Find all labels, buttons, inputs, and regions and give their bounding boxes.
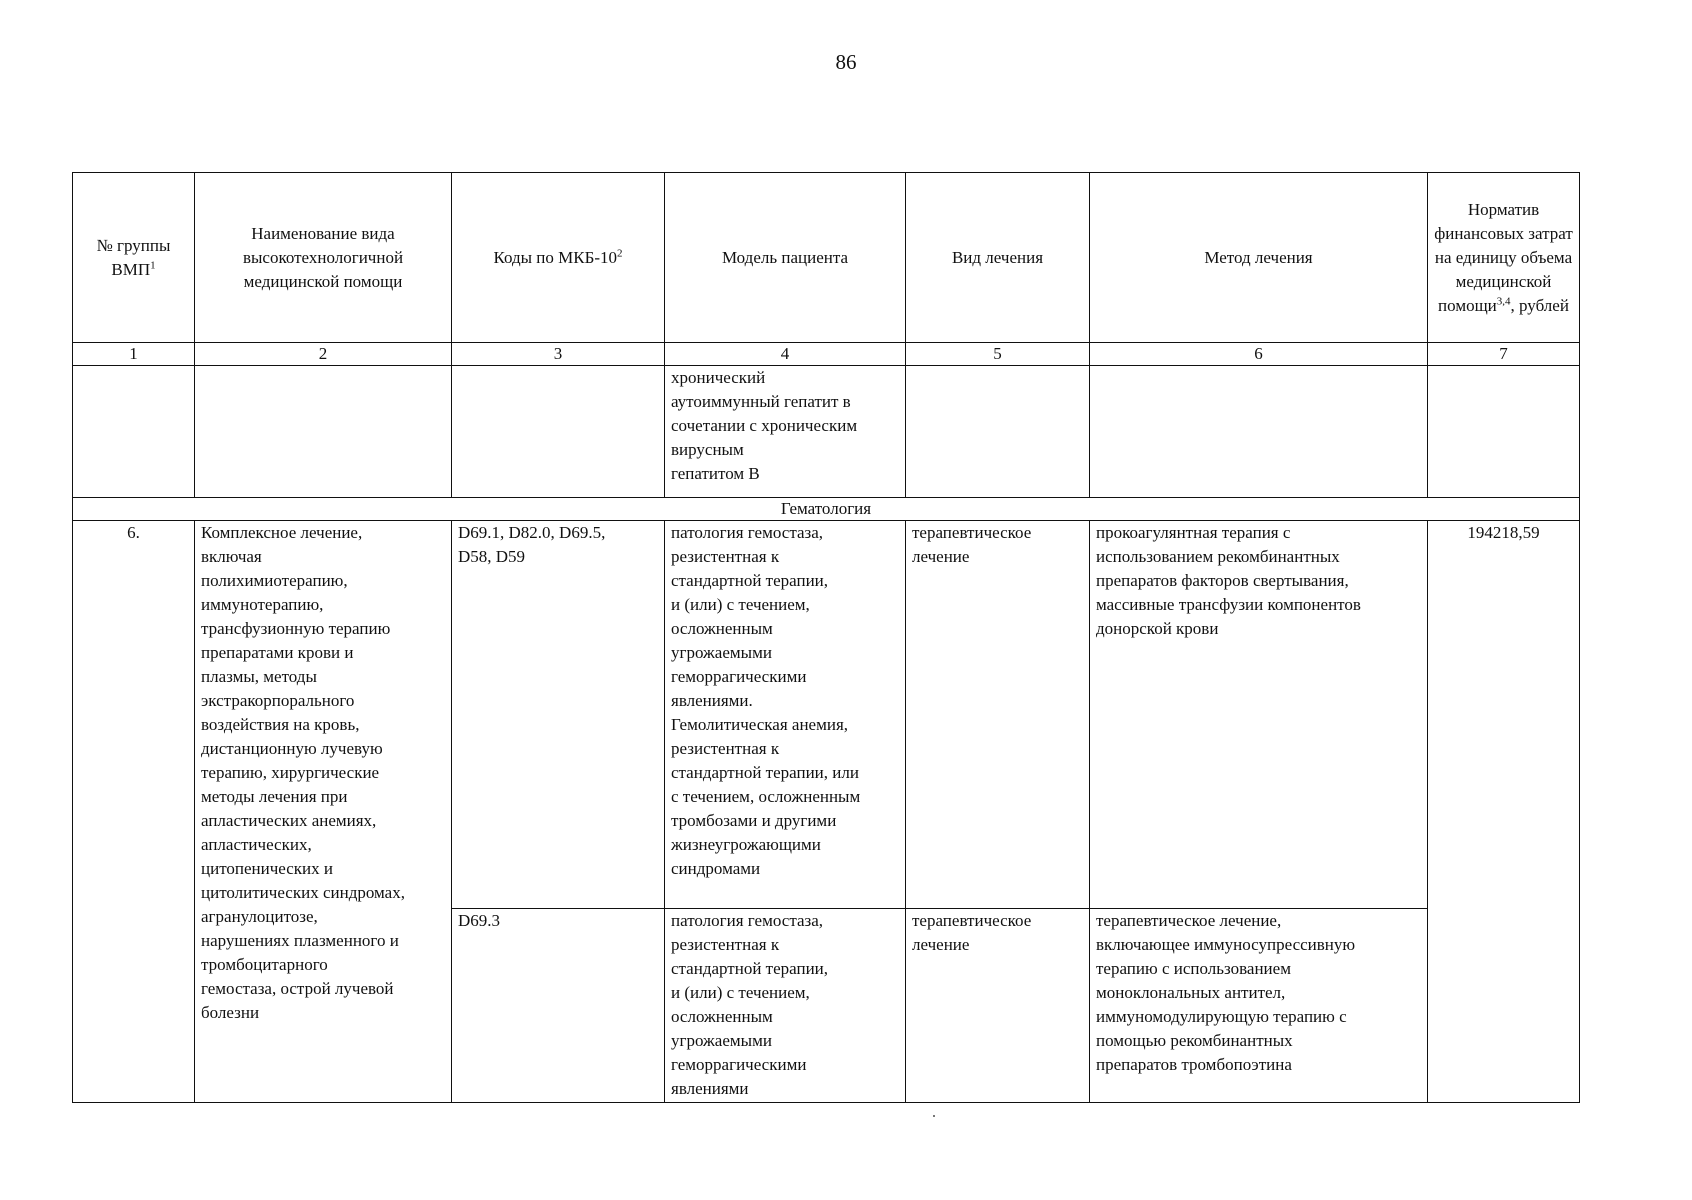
header-row <box>73 173 1580 343</box>
icd-codes-cell: D69.3 <box>452 909 665 1103</box>
vmp-table <box>72 172 1580 1103</box>
header-icd-codes: Коды по МКБ-$10^2$ <box>452 173 665 343</box>
treatment-type-cell: терапевтическое лечение <box>906 909 1090 1103</box>
patient-model-cell: патология гемостаза, резистентная к стандартной терапии, и (или) с течением, осложненным угрожаемыми геморрагическими явлениями. Гемолитическая анемия, резистентная к стандартной терапии, или с течением, осложненным тромбозами и другими жизнеугрожающими синдромами <box>665 521 906 909</box>
section-title: Гематология <box>73 498 1580 521</box>
column-number: 4 <box>665 343 906 366</box>
empty-cell <box>906 366 1090 498</box>
header-care-type-name: Наименование вида высокотехнологичной медицинской помощи <box>195 173 452 343</box>
continuation-row <box>73 366 1580 498</box>
empty-cell <box>1090 366 1428 498</box>
care-type-name-cell: Комплексное лечение, включая полихимиотерапию, иммунотерапию, трансфузионную терапию препаратами крови и плазмы, методы экстракорпорального воздействия на кровь, дистанционную лучевую терапию, хирургические методы лечения при апластических анемиях, апластических, цитопенических и цитолитических синдромах, агранулоцитозе, нарушениях плазменного и тромбоцитарного гемостаза, острой лучевой болезни <box>195 521 452 1103</box>
table-row <box>73 521 1580 909</box>
header-patient-model: Модель пациента <box>665 173 906 343</box>
column-number: 1 <box>73 343 195 366</box>
header-treatment-type: Вид лечения <box>906 173 1090 343</box>
empty-cell <box>73 366 195 498</box>
treatment-type-cell: терапевтическое лечение <box>906 521 1090 909</box>
column-number: 7 <box>1428 343 1580 366</box>
treatment-method-cell: прокоагулянтная терапия с использованием рекомбинантных препаратов факторов свертывания, массивные трансфузии компонентов донорской крови <box>1090 521 1428 909</box>
patient-model-cell: хронический аутоиммунный гепатит в сочетании с хроническим вирусным гепатитом B <box>665 366 906 498</box>
empty-cell <box>452 366 665 498</box>
patient-model-cell: патология гемостаза, резистентная к стандартной терапии, и (или) с течением, осложненным угрожаемыми геморрагическими явлениями <box>665 909 906 1103</box>
group-number-cell: 6. <box>73 521 195 1103</box>
column-number: 5 <box>906 343 1090 366</box>
empty-cell <box>1428 366 1580 498</box>
header-group-number: № группы ВМП$^1$ <box>73 173 195 343</box>
section-row <box>73 498 1580 521</box>
column-number-row <box>73 343 1580 366</box>
treatment-method-cell: терапевтическое лечение, включающее иммуносупрессивную терапию с использованием моноклональных антител, иммуномодулирующую терапию с помощью рекомбинантных препаратов тромбопоэтина <box>1090 909 1428 1103</box>
header-cost-standard: Норматив финансовых затрат на единицу объема медицинской помощи$^{3,4}$, рублей <box>1428 173 1580 343</box>
column-number: 3 <box>452 343 665 366</box>
header-treatment-method: Метод лечения <box>1090 173 1428 343</box>
icd-codes-cell: D69.1, D82.0, D69.5, D58, D59 <box>452 521 665 909</box>
page-number: 86 <box>835 50 857 74</box>
column-number: 6 <box>1090 343 1428 366</box>
column-number: 2 <box>195 343 452 366</box>
empty-cell <box>195 366 452 498</box>
scan-speck <box>933 1115 935 1117</box>
cost-standard-cell: 194218,59 <box>1428 521 1580 1103</box>
